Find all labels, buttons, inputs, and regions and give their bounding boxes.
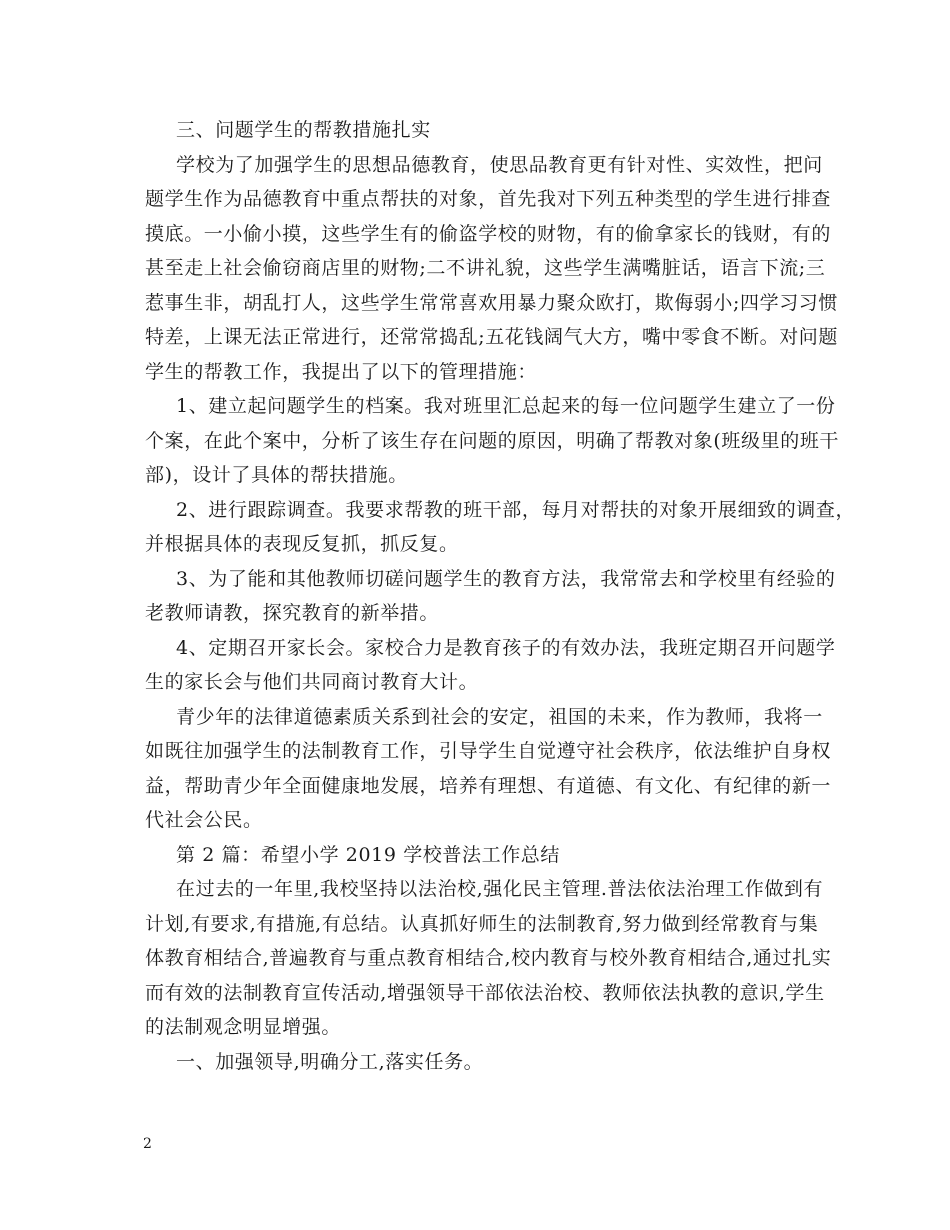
page-number: 2 [143,1136,152,1152]
text-line: 个案，在此个案中，分析了该生存在问题的原因，明确了帮教对象(班级里的班干 [145,429,840,452]
text-line: 3、为了能和其他教师切磋问题学生的教育方法，我常常去和学校里有经验的 [176,567,836,590]
document-body [145,113,856,1079]
text-line: 惹事生非，胡乱打人，这些学生常常喜欢用暴力聚众欧打，欺侮弱小;四学习习惯 [145,291,839,314]
text-line: 部)，设计了具体的帮扶措施。 [145,464,408,486]
text-line: 体教育相结合,普遍教育与重点教育相结合,校内教育与校外教育相结合,通过扎实 [145,947,832,969]
text-line: 的法制观念明显增强。 [145,1016,342,1038]
text-line: 并根据具体的表现反复抓，抓反复。 [145,533,459,555]
text-line: 1、建立起问题学生的档案。我对班里汇总起来的每一位问题学生建立了一份 [176,395,836,417]
text-line: 摸底。一小偷小摸，这些学生有的偷盗学校的财物，有的偷拿家长的钱财，有的 [145,222,832,245]
text-line: 学校为了加强学生的思想品德教育，使思品教育更有针对性、实效性，把问 [176,153,823,176]
text-line: 生的家长会与他们共同商讨教育大计。 [145,671,479,693]
text-line: 4、定期召开家长会。家校合力是教育孩子的有效办法，我班定期召开问题学 [176,636,836,659]
text-line: 一、加强领导,明确分工,落实任务。 [176,1050,484,1073]
text-line: 2、进行跟踪调查。我要求帮教的班干部，每月对帮扶的对象开展细致的调查， [176,498,856,521]
text-line: 第 2 篇：希望小学 2019 学校普法工作总结 [176,843,561,866]
text-line: 青少年的法律道德素质关系到社会的安定，祖国的未来，作为教师，我将一 [176,705,823,728]
text-line: 代社会公民。 [145,809,263,831]
text-line: 老教师请教，探究教育的新举措。 [145,602,440,624]
text-line: 特差，上课无法正常进行，还常常捣乱;五花钱阔气大方，嘴中零食不断。对问题 [145,326,839,348]
text-line: 而有效的法制教育宣传活动,增强领导干部依法治校、教师依法执教的意识,学生 [145,981,825,1004]
text-line: 益，帮助青少年全面健康地发展，培养有理想、有道德、有文化、有纪律的新一 [145,774,832,797]
text-line: 甚至走上社会偷窃商店里的财物;二不讲礼貌，这些学生满嘴脏话，语言下流;三 [145,257,826,279]
text-line: 三、问题学生的帮教措施扎实 [176,119,431,141]
text-line: 计划,有要求,有措施,有总结。认真抓好师生的法制教育,努力做到经常教育与集 [145,912,819,935]
text-line: 题学生作为品德教育中重点帮扶的对象，首先我对下列五种类型的学生进行排查 [145,188,832,210]
text-line: 学生的帮教工作，我提出了以下的管理措施： [145,360,538,383]
text-line: 如既往加强学生的法制教育工作，引导学生自觉遵守社会秩序，依法维护自身权 [145,740,832,762]
text-line: 在过去的一年里,我校坚持以法治校,强化民主管理.普法依法治理工作做到有 [176,878,824,900]
